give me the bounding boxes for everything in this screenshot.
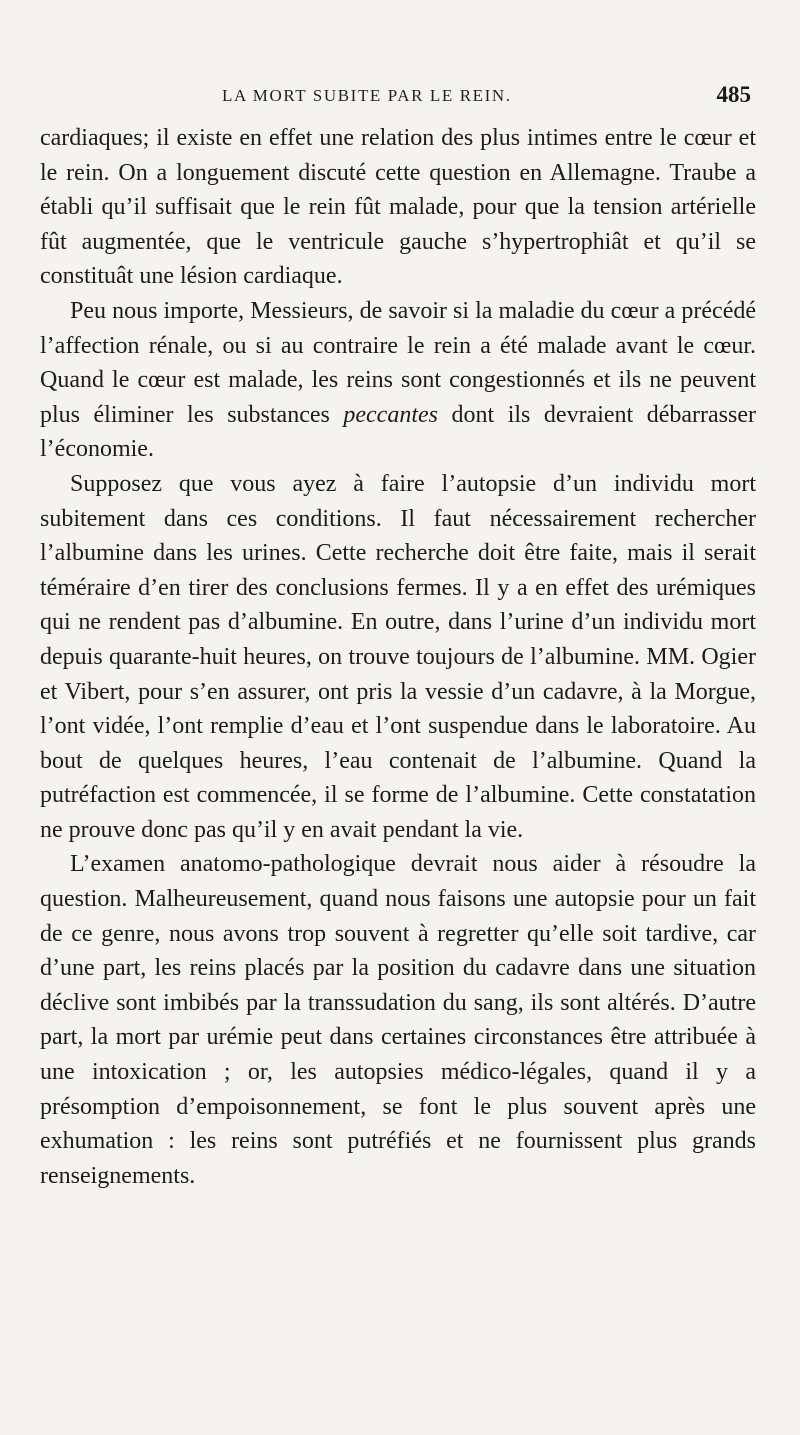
paragraph [40, 847, 756, 1193]
paragraph [40, 294, 756, 467]
page-number: 485 [716, 82, 751, 107]
paragraph-text: Peu nous importe, Messieurs, de savoir si la maladie du cœur a précédé l’affection rénale, ou si au contraire le rein a été malade avant le cœur. Quand le cœur est malade, les reins sont congestionnés et ils ne peuvent plus éliminer les substances [40, 297, 756, 428]
body-text [40, 121, 756, 1193]
paragraph-text: Supposez que vous ayez à faire l’autopsie d’un individu mort subitement dans ces conditions. Il faut nécessairement rechercher l’albumine dans les urines. Cette recherche doit être faite, mais il serait téméraire d’en tirer des conclusions fermes. Il y a en effet des urémiques qui ne rendent pas d’albumine. En outre, dans l’urine d’un individu mort depuis quarante-huit heures, on trouve toujours de l’albumine. MM. Ogier et Vibert, pour s’en assurer, ont pris la vessie d’un cadavre, à la Morgue, l’ont vidée, l’ont remplie d’eau et l’ont suspendue dans le laboratoire. Au bout de quelques heures, l’eau contenait de l’albumine. Quand la putréfaction est commencée, il se forme de l’albumine. Cette constatation ne prouve donc pas qu’il y en avait pendant la vie. [40, 470, 756, 843]
paragraph [40, 467, 756, 848]
paragraph [40, 121, 756, 294]
paragraph-text: cardiaques; il existe en effet une relation des plus intimes entre le cœur et le rein. On a longuement discuté cette question en Allemagne. Traube a établi qu’il suffisait que le rein fût malade, pour que la tension artérielle fût augmentée, que le ventricule gauche s’hypertrophiât et qu’il se constituât une lésion cardiaque. [40, 125, 756, 290]
running-head [0, 82, 800, 114]
running-title: LA MORT SUBITE PAR LE REIN. [222, 86, 512, 105]
paragraph-text: dont ils devraient débarrasser l’économie. [40, 401, 756, 463]
paragraph-text: L’examen anatomo-pathologique devrait nous aider à résoudre la question. Malheureusement, quand nous faisons une autopsie pour un fait de ce genre, nous avons trop souvent à regretter qu’elle soit tardive, car d’une part, les reins placés par la position du cadavre dans une situation déclive sont imbibés par la transsudation du sang, ils sont altérés. D’autre part, la mort par urémie peut dans certaines circonstances être attribuée à une intoxication ; or, les autopsies médico-légales, quand il y a présomption d’empoisonnement, se font le plus souvent après une exhumation : les reins sont putréfiés et ne fournissent plus grands renseignements. [40, 851, 756, 1189]
italic-term: peccantes [343, 401, 438, 428]
